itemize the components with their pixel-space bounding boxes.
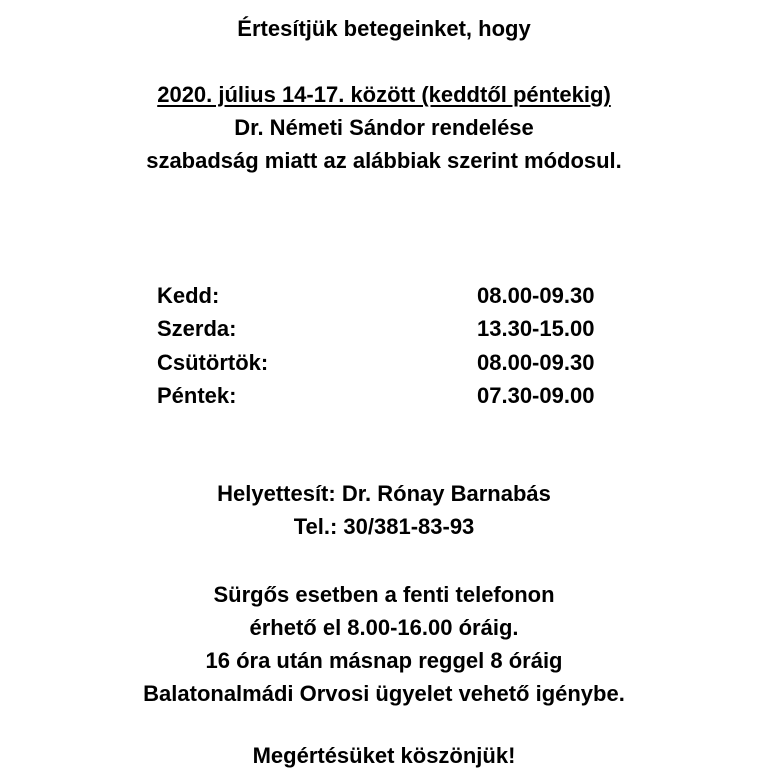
schedule-row — [157, 312, 677, 345]
schedule-day: Szerda: — [157, 316, 237, 342]
schedule-time: 08.00-09.30 — [477, 283, 595, 308]
urgent-line: érhető el 8.00-16.00 óráig. — [249, 615, 519, 640]
schedule-day: Csütörtök: — [157, 349, 269, 375]
intro-line: Értesítjük betegeinket, hogy — [237, 16, 531, 41]
schedule-time: 13.30-15.00 — [477, 316, 595, 342]
closing-line: Megértésüket köszönjük! — [252, 743, 516, 768]
schedule-table — [157, 279, 677, 413]
urgent-line: Sürgős esetben a fenti telefonon — [213, 582, 555, 607]
substitute-block — [0, 477, 768, 543]
phone-line: Tel.: 30/381-83-93 — [293, 514, 475, 539]
schedule-time: 07.30-09.00 — [477, 383, 595, 409]
period-line: 2020. július 14-17. között (keddtől péntekig) — [157, 82, 611, 107]
schedule-time: 08.00-09.30 — [477, 349, 595, 375]
urgent-line: Balatonalmádi Orvosi ügyelet vehető igénybe. — [143, 681, 625, 706]
schedule-row — [157, 379, 677, 412]
urgent-line: 16 óra után másnap reggel 8 óráig — [205, 648, 563, 673]
substitute-line: Helyettesít: Dr. Rónay Barnabás — [217, 481, 551, 506]
schedule-row — [157, 346, 677, 379]
schedule-day: Péntek: — [157, 383, 237, 409]
reason-line: szabadság miatt az alábbiak szerint módosul. — [146, 148, 622, 173]
schedule-day: Kedd: — [157, 283, 220, 308]
schedule-row — [157, 279, 677, 312]
header-block — [0, 78, 768, 177]
urgent-block — [0, 578, 768, 710]
doctor-line: Dr. Németi Sándor rendelése — [234, 115, 534, 140]
